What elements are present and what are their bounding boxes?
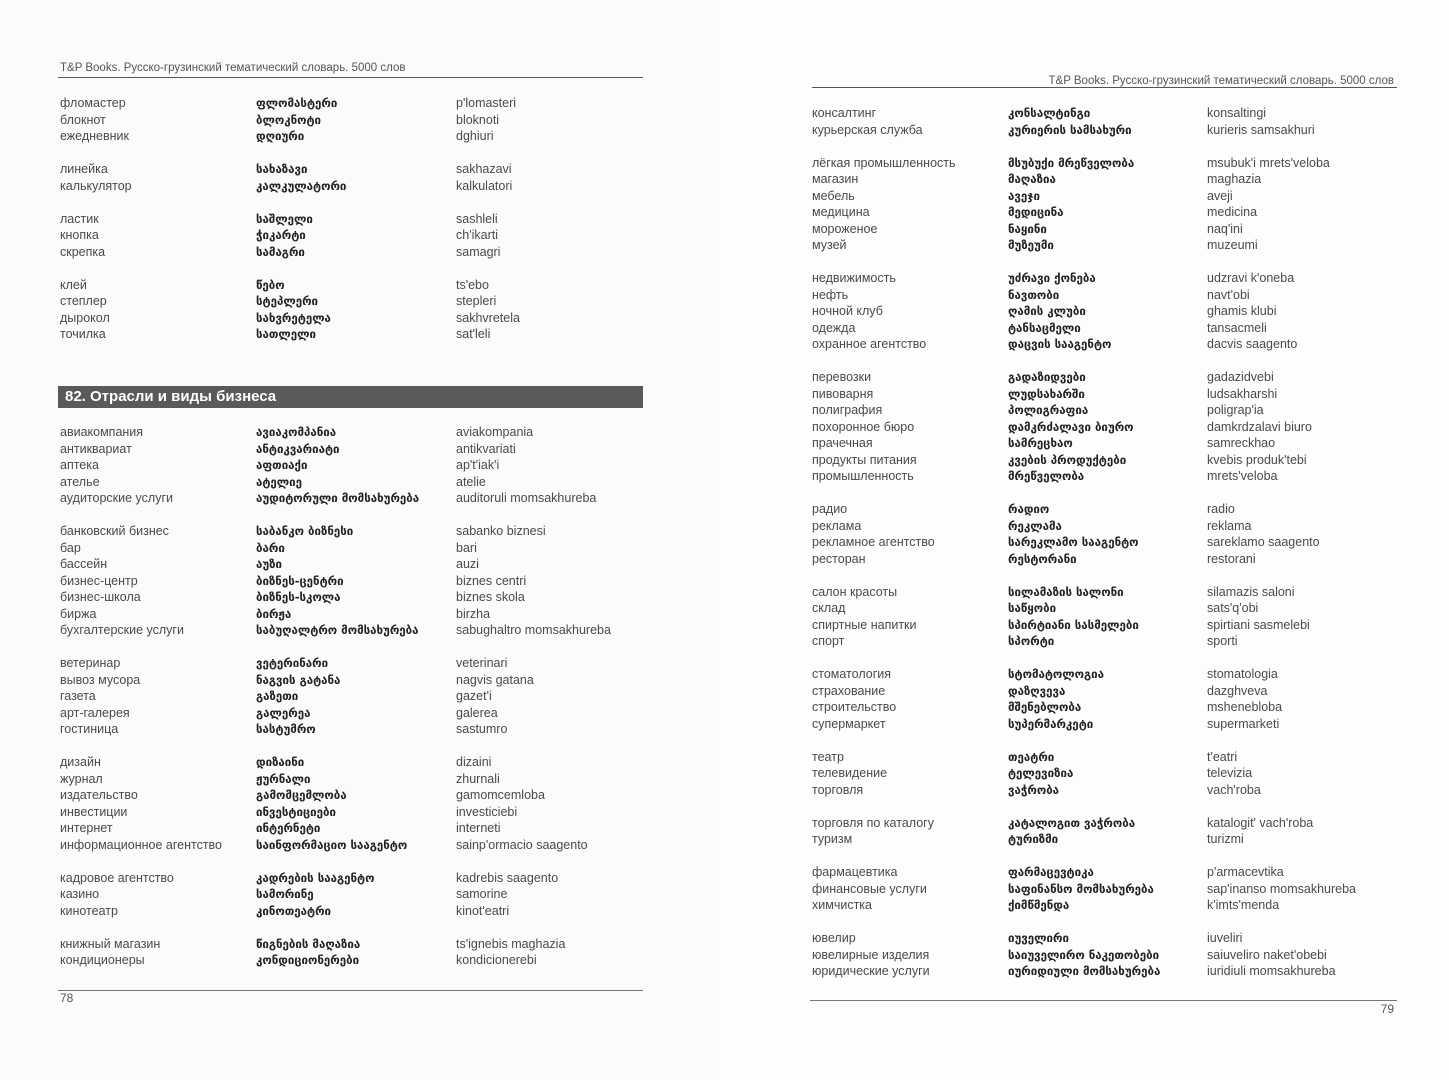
- transliteration: t'eatri: [1207, 749, 1238, 764]
- page-number: 79: [1380, 1002, 1394, 1016]
- section-heading: 82. Отрасли и виды бизнеса: [58, 386, 643, 408]
- transliteration: katalogit' vach'roba: [1207, 815, 1314, 830]
- russian-word: фармацевтика: [812, 865, 898, 879]
- russian-word: книжный магазин: [60, 936, 161, 951]
- transliteration: aveji: [1207, 188, 1233, 203]
- russian-word: химчистка: [812, 898, 872, 912]
- russian-word: юридические услуги: [812, 964, 930, 978]
- georgian-word: კვების პროდუქტები: [1008, 452, 1127, 467]
- transliteration: maghazia: [1207, 172, 1262, 186]
- georgian-word: ტელევიზია: [1008, 766, 1074, 780]
- georgian-word: სუპერმარკეტი: [1008, 716, 1094, 731]
- russian-word: дырокол: [60, 310, 110, 325]
- russian-word: промышленность: [812, 469, 914, 483]
- russian-word: охранное агентство: [812, 337, 927, 351]
- russian-word: курьерская служба: [812, 122, 923, 137]
- transliteration: iuridiuli momsakhureba: [1207, 964, 1336, 978]
- russian-word: ночной клуб: [812, 304, 883, 318]
- transliteration: ch'ikarti: [456, 228, 498, 242]
- transliteration: iuveliri: [1207, 931, 1243, 945]
- russian-word: биржа: [60, 606, 97, 621]
- russian-word: ресторан: [812, 551, 866, 566]
- georgian-word: ბარი: [256, 540, 285, 555]
- georgian-word: სახაზავი: [256, 162, 308, 176]
- russian-word: полиграфия: [812, 403, 883, 417]
- georgian-word: კურიერის სამსახური: [1008, 122, 1132, 137]
- georgian-word: საინფორმაციო სააგენტო: [256, 837, 408, 852]
- transliteration: ts'ebo: [456, 277, 489, 292]
- transliteration: zhurnali: [456, 771, 500, 786]
- transliteration: konsaltingi: [1207, 106, 1267, 120]
- transliteration: radio: [1207, 502, 1235, 516]
- georgian-word: წებო: [256, 277, 285, 292]
- georgian-word: ინვესტიციები: [256, 804, 336, 819]
- georgian-word: სილამაზის სალონი: [1008, 584, 1124, 599]
- georgian-word: გალერეა: [256, 705, 311, 720]
- transliteration: sakhazavi: [456, 162, 512, 176]
- transliteration: ap't'iak'i: [456, 458, 500, 472]
- transliteration: sats'q'obi: [1207, 601, 1259, 615]
- georgian-word: აფთიაქი: [256, 458, 308, 472]
- georgian-word: ფლომასტერი: [256, 96, 338, 110]
- header-rule: [812, 87, 1397, 88]
- russian-word: телевидение: [812, 766, 888, 780]
- georgian-word: საბუღალტრო მომსახურება: [256, 623, 419, 637]
- georgian-word: ქიმწმენდა: [1008, 898, 1070, 912]
- transliteration: turizmi: [1207, 832, 1244, 846]
- russian-word: степлер: [60, 294, 107, 308]
- georgian-word: ბლოკნოტი: [256, 112, 322, 127]
- russian-word: ластик: [60, 211, 99, 226]
- transliteration: bloknoti: [456, 112, 500, 127]
- russian-word: туризм: [812, 832, 853, 846]
- transliteration: sporti: [1207, 634, 1238, 648]
- georgian-word: სარეკლამო სააგენტო: [1008, 535, 1139, 549]
- transliteration: atelie: [456, 474, 486, 489]
- transliteration: sabughaltro momsakhureba: [456, 623, 611, 637]
- georgian-word: უძრავი ქონება: [1008, 271, 1096, 285]
- transliteration: gamomcemloba: [456, 788, 545, 802]
- transliteration: p'lomasteri: [456, 96, 517, 110]
- georgian-word: გამომცემლობა: [256, 788, 347, 802]
- georgian-word: სტეპლერი: [256, 294, 319, 308]
- georgian-word: ვეტერინარი: [256, 656, 329, 670]
- georgian-word: ვაჭრობა: [1008, 782, 1060, 797]
- russian-word: вывоз мусора: [60, 672, 141, 687]
- transliteration: kalkulatori: [456, 178, 513, 193]
- georgian-word: წიგნების მაღაზია: [256, 936, 361, 951]
- russian-word: страхование: [812, 683, 886, 698]
- georgian-word: სახვრეტელა: [256, 310, 331, 325]
- header-rule: [58, 77, 643, 78]
- russian-word: консалтинг: [812, 106, 877, 120]
- russian-word: склад: [812, 601, 846, 615]
- russian-word: медицина: [812, 205, 870, 219]
- right-page: [720, 0, 1449, 1080]
- russian-word: ежедневник: [60, 129, 129, 143]
- georgian-word: ტურიზმი: [1008, 832, 1059, 846]
- georgian-word: ლუდსახარში: [1008, 386, 1085, 401]
- georgian-word: რეკლამა: [1008, 518, 1062, 533]
- georgian-word: სპორტი: [1008, 634, 1055, 648]
- russian-word: магазин: [812, 172, 859, 186]
- running-header: T&P Books. Русско-грузинский тематический словарь. 5000 слов: [1048, 75, 1394, 87]
- transliteration: sabanko biznesi: [456, 524, 546, 538]
- transliteration: auzi: [456, 557, 479, 571]
- georgian-word: საბანკო ბიზნესი: [256, 524, 354, 538]
- georgian-word: საიუველირო ნაკეთობები: [1008, 947, 1160, 962]
- georgian-word: დღიური: [256, 129, 305, 143]
- transliteration: gazet'i: [456, 689, 492, 703]
- georgian-word: ნავთობი: [1008, 287, 1060, 302]
- georgian-word: ღამის კლუბი: [1008, 304, 1086, 318]
- russian-word: театр: [812, 749, 844, 764]
- russian-word: информационное агентство: [60, 837, 222, 852]
- transliteration: dizaini: [456, 755, 492, 769]
- georgian-word: ნაგვის გატანა: [256, 672, 341, 687]
- russian-word: лёгкая промышленность: [812, 155, 956, 170]
- georgian-word: სპირტიანი სასმელები: [1008, 617, 1139, 632]
- russian-word: музей: [812, 238, 847, 252]
- russian-word: клей: [60, 277, 87, 292]
- transliteration: biznes centri: [456, 573, 527, 588]
- footer-rule: [58, 990, 643, 991]
- georgian-word: ბირჟა: [256, 606, 292, 621]
- transliteration: muzeumi: [1207, 238, 1258, 252]
- transliteration: kurieris samsakhuri: [1207, 122, 1315, 137]
- transliteration: damkrdzalavi biuro: [1207, 419, 1312, 434]
- georgian-word: დიზაინი: [256, 755, 305, 769]
- georgian-word: აუდიტორული მომსახურება: [256, 491, 420, 505]
- transliteration: televizia: [1207, 766, 1253, 780]
- russian-word: кондиционеры: [60, 953, 145, 967]
- russian-word: аудиторские услуги: [60, 491, 173, 505]
- russian-word: бизнес-школа: [60, 590, 141, 604]
- transliteration: udzravi k'oneba: [1207, 271, 1295, 285]
- transliteration: interneti: [456, 821, 501, 835]
- transliteration: antikvariati: [456, 441, 516, 456]
- georgian-word: იუველირი: [1008, 931, 1069, 945]
- transliteration: samagri: [456, 244, 501, 259]
- russian-word: точилка: [60, 327, 106, 341]
- russian-word: ювелир: [812, 931, 856, 945]
- georgian-word: დაცვის სააგენტო: [1008, 337, 1112, 351]
- georgian-word: იურიდიული მომსახურება: [1008, 964, 1161, 978]
- georgian-word: სტომატოლოგია: [1008, 667, 1104, 681]
- russian-word: нефть: [812, 287, 849, 302]
- transliteration: ts'ignebis maghazia: [456, 936, 566, 951]
- transliteration: auditoruli momsakhureba: [456, 491, 597, 505]
- transliteration: ludsakharshi: [1207, 386, 1278, 401]
- georgian-word: მრეწველობა: [1008, 469, 1085, 483]
- georgian-word: ავიაკომპანია: [256, 425, 337, 439]
- russian-word: продукты питания: [812, 452, 917, 467]
- georgian-word: მსუბუქი მრეწველობა: [1008, 155, 1135, 170]
- georgian-word: ბიზნეს-სკოლა: [256, 590, 341, 604]
- transliteration: sap'inanso momsakhureba: [1207, 881, 1356, 896]
- russian-word: дизайн: [60, 755, 101, 769]
- russian-word: торговля по каталогу: [812, 815, 934, 830]
- georgian-word: ფარმაცევტიკა: [1008, 865, 1094, 879]
- georgian-word: ბიზნეს-ცენტრი: [256, 573, 344, 588]
- georgian-word: კინოთეატრი: [256, 903, 332, 918]
- russian-word: финансовые услуги: [812, 881, 927, 896]
- russian-word: пивоварня: [812, 386, 874, 401]
- transliteration: sakhvretela: [456, 310, 520, 325]
- georgian-word: სასტუმრო: [256, 722, 316, 736]
- russian-word: антиквариат: [60, 441, 132, 456]
- transliteration: dghiuri: [456, 129, 494, 143]
- transliteration: navt'obi: [1207, 287, 1250, 302]
- transliteration: stepleri: [456, 294, 497, 308]
- transliteration: vach'roba: [1207, 782, 1261, 797]
- page-number: 78: [60, 991, 74, 1005]
- russian-word: мороженое: [812, 221, 878, 236]
- georgian-word: კონსალტინგი: [1008, 106, 1091, 120]
- russian-word: недвижимость: [812, 271, 896, 285]
- russian-word: кнопка: [60, 228, 99, 242]
- georgian-word: მუზეუმი: [1008, 238, 1054, 252]
- georgian-word: ტანსაცმელი: [1008, 320, 1081, 335]
- russian-word: аптека: [60, 458, 99, 472]
- transliteration: samorine: [456, 887, 508, 901]
- georgian-word: კადრების სააგენტო: [256, 870, 375, 885]
- georgian-word: კატალოგით ვაჭრობა: [1008, 815, 1136, 830]
- transliteration: sareklamo saagento: [1207, 535, 1320, 549]
- russian-word: строительство: [812, 700, 897, 714]
- russian-word: стоматология: [812, 667, 892, 681]
- russian-word: калькулятор: [60, 178, 132, 193]
- transliteration: galerea: [456, 705, 498, 720]
- georgian-word: სამაგრი: [256, 244, 305, 259]
- georgian-word: დაზღვევა: [1008, 683, 1066, 698]
- russian-word: фломастер: [60, 96, 126, 110]
- transliteration: msubuk'i mrets'veloba: [1207, 155, 1330, 170]
- georgian-word: სამორინე: [256, 887, 314, 901]
- running-header: T&P Books. Русско-грузинский тематический словарь. 5000 слов: [60, 62, 406, 74]
- russian-word: газета: [60, 689, 96, 703]
- georgian-word: მშენებლობა: [1008, 700, 1082, 714]
- georgian-word: კალკულატორი: [256, 178, 347, 193]
- georgian-word: ატელიე: [256, 474, 303, 489]
- russian-word: реклама: [812, 518, 862, 533]
- transliteration: veterinari: [456, 656, 508, 670]
- footer-rule: [810, 1000, 1397, 1001]
- transliteration: nagvis gatana: [456, 672, 534, 687]
- russian-word: кинотеатр: [60, 903, 118, 918]
- transliteration: p'armacevtika: [1207, 865, 1284, 879]
- transliteration: reklama: [1207, 518, 1252, 533]
- transliteration: spirtiani sasmelebi: [1207, 617, 1310, 632]
- russian-word: авиакомпания: [60, 425, 144, 439]
- georgian-word: სათლელი: [256, 327, 316, 341]
- russian-word: кадровое агентство: [60, 870, 174, 885]
- transliteration: medicina: [1207, 205, 1258, 219]
- georgian-word: აუზი: [256, 557, 282, 571]
- transliteration: poligrap'ia: [1207, 403, 1264, 417]
- transliteration: mrets'veloba: [1207, 469, 1278, 483]
- georgian-word: რესტორანი: [1008, 551, 1077, 566]
- georgian-word: დამკრძალავი ბიურო: [1008, 419, 1134, 434]
- transliteration: dacvis saagento: [1207, 337, 1298, 351]
- transliteration: kvebis produk'tebi: [1207, 452, 1307, 467]
- transliteration: kinot'eatri: [456, 903, 510, 918]
- georgian-word: სამრეცხაო: [1008, 436, 1073, 450]
- russian-word: линейка: [60, 162, 108, 176]
- transliteration: investiciebi: [456, 804, 518, 819]
- transliteration: gadazidvebi: [1207, 370, 1274, 384]
- transliteration: mshenebloba: [1207, 700, 1283, 714]
- transliteration: supermarketi: [1207, 716, 1280, 731]
- transliteration: stomatologia: [1207, 667, 1278, 681]
- russian-word: бухгалтерские услуги: [60, 623, 184, 637]
- transliteration: tansacmeli: [1207, 320, 1267, 335]
- russian-word: гостиница: [60, 722, 119, 736]
- left-page: [0, 0, 700, 1080]
- russian-word: инвестиции: [60, 804, 128, 819]
- russian-word: перевозки: [812, 370, 872, 384]
- transliteration: birzha: [456, 606, 491, 621]
- transliteration: silamazis saloni: [1207, 584, 1295, 599]
- russian-word: издательство: [60, 788, 138, 802]
- russian-word: бизнес-центр: [60, 573, 138, 588]
- russian-word: банковский бизнес: [60, 524, 169, 538]
- transliteration: kondicionerebi: [456, 953, 537, 967]
- georgian-word: გაზეთი: [256, 689, 299, 703]
- russian-word: радио: [812, 502, 848, 516]
- russian-word: торговля: [812, 782, 864, 797]
- russian-word: бар: [60, 540, 81, 555]
- russian-word: супермаркет: [812, 716, 886, 731]
- georgian-word: მაღაზია: [1008, 172, 1056, 186]
- transliteration: saiuveliro naket'obebi: [1207, 947, 1327, 962]
- georgian-word: მედიცინა: [1008, 205, 1064, 219]
- georgian-word: ჭიკარტი: [256, 228, 306, 242]
- georgian-word: ინტერნეტი: [256, 821, 321, 835]
- russian-word: скрепка: [60, 244, 106, 259]
- georgian-word: ნაყინი: [1008, 221, 1047, 236]
- russian-word: похоронное бюро: [812, 419, 915, 434]
- russian-word: рекламное агентство: [812, 535, 935, 549]
- russian-word: журнал: [60, 771, 103, 786]
- russian-word: интернет: [60, 821, 113, 835]
- transliteration: bari: [456, 540, 477, 555]
- russian-word: арт-галерея: [60, 705, 130, 720]
- russian-word: салон красоты: [812, 584, 898, 599]
- georgian-word: საშლელი: [256, 211, 313, 226]
- transliteration: sastumro: [456, 722, 508, 736]
- transliteration: biznes skola: [456, 590, 525, 604]
- transliteration: k'imts'menda: [1207, 898, 1280, 912]
- georgian-word: ანტიკვარიატი: [256, 441, 340, 456]
- russian-word: бассейн: [60, 557, 108, 571]
- russian-word: спорт: [812, 634, 845, 648]
- transliteration: restorani: [1207, 551, 1256, 566]
- georgian-word: კონდიციონერები: [256, 953, 360, 967]
- russian-word: одежда: [812, 320, 856, 335]
- transliteration: kadrebis saagento: [456, 870, 559, 885]
- russian-word: прачечная: [812, 436, 873, 450]
- russian-word: ателье: [60, 474, 100, 489]
- transliteration: sat'leli: [456, 327, 491, 341]
- russian-word: блокнот: [60, 112, 106, 127]
- russian-word: ювелирные изделия: [812, 947, 930, 962]
- russian-word: спиртные напитки: [812, 617, 917, 632]
- transliteration: sashleli: [456, 211, 498, 226]
- transliteration: sainp'ormacio saagento: [456, 837, 588, 852]
- russian-word: ветеринар: [60, 656, 121, 670]
- georgian-word: გადაზიდვები: [1008, 370, 1086, 384]
- transliteration: aviakompania: [456, 425, 534, 439]
- georgian-word: პოლიგრაფია: [1008, 403, 1089, 417]
- georgian-word: ჟურნალი: [256, 771, 311, 786]
- georgian-word: საწყობი: [1008, 601, 1057, 615]
- transliteration: ghamis klubi: [1207, 304, 1277, 318]
- georgian-word: რადიო: [1008, 502, 1050, 516]
- russian-word: мебель: [812, 188, 855, 203]
- transliteration: dazghveva: [1207, 683, 1268, 698]
- transliteration: naq'ini: [1207, 221, 1243, 236]
- russian-word: казино: [60, 887, 100, 901]
- georgian-word: თეატრი: [1008, 749, 1055, 764]
- georgian-word: ავეჯი: [1008, 188, 1040, 203]
- georgian-word: საფინანსო მომსახურება: [1008, 881, 1154, 896]
- transliteration: samreckhao: [1207, 436, 1276, 450]
